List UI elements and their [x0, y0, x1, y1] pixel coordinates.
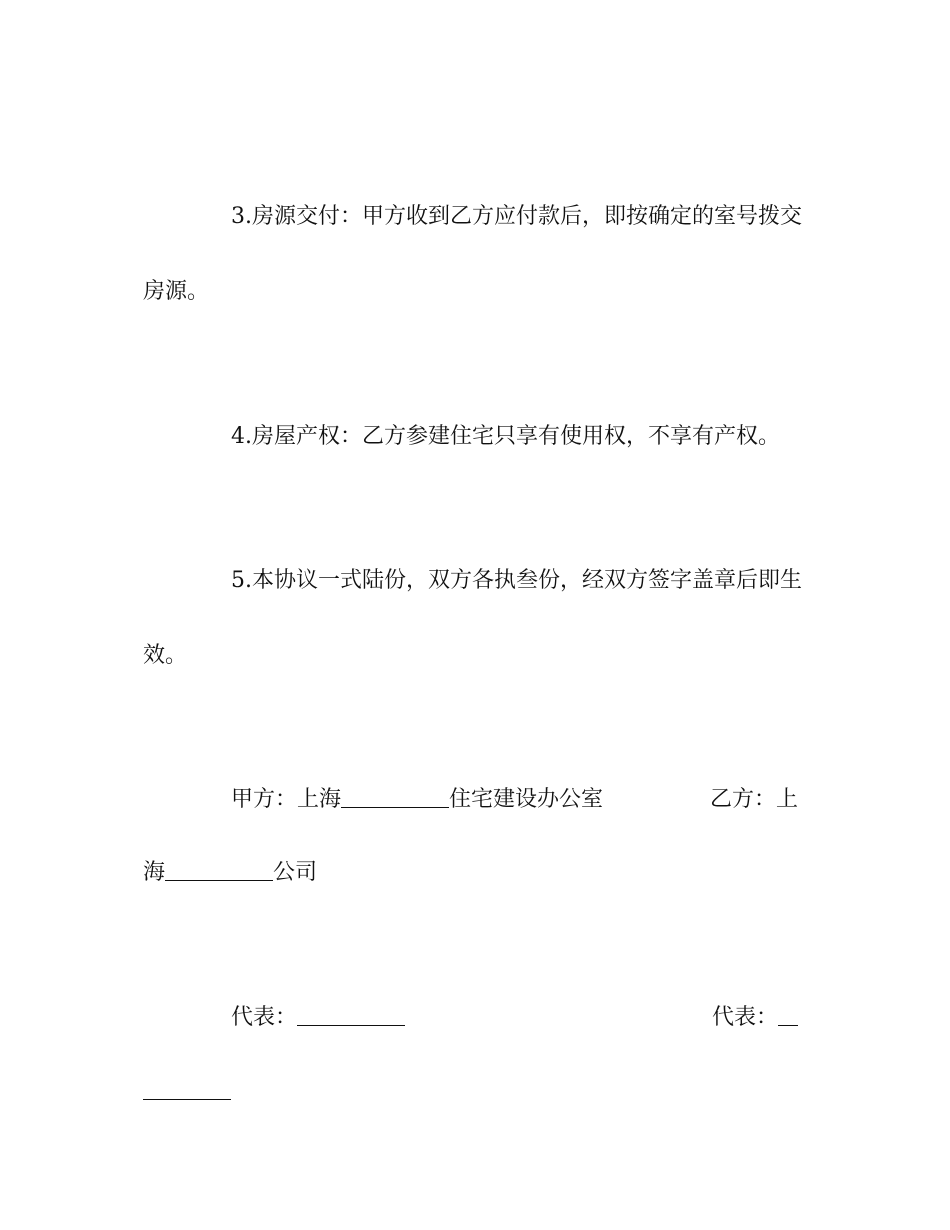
rep-b-line-2 — [143, 1077, 798, 1107]
clause-5-line-2 — [143, 641, 798, 671]
party-b-label: 乙方：上 — [709, 787, 798, 812]
party-a-name-blank — [341, 785, 449, 808]
representative-row — [143, 1003, 798, 1033]
party-a-suffix: 住宅建设办公室 — [449, 787, 604, 812]
clause-3-text-continued: 房源。 — [143, 279, 210, 304]
rep-a-blank — [297, 1003, 405, 1026]
rep-a — [231, 1003, 405, 1033]
clause-5-text: 5.本协议一式陆份，双方各执叁份，经双方签字盖章后即生 — [231, 568, 802, 593]
clause-5-line-1 — [143, 566, 802, 596]
party-signature-row — [143, 785, 798, 815]
clause-3-line-1 — [143, 202, 802, 232]
rep-b-blank — [778, 1003, 798, 1026]
clause-3-line-2 — [143, 277, 798, 307]
party-a-label: 甲方：上海 — [231, 787, 342, 812]
clause-5-text-continued: 效。 — [143, 643, 188, 668]
rep-b-label: 代表： — [711, 1005, 778, 1030]
rep-b-blank-continued — [143, 1077, 231, 1100]
clause-4-text: 4.房屋产权：乙方参建住宅只享有使用权，不享有产权。 — [231, 424, 780, 449]
rep-a-label: 代表： — [231, 1005, 298, 1030]
clause-3-text: 3.房源交付：甲方收到乙方应付款后，即按确定的室号拨交 — [231, 204, 802, 229]
party-b-suffix: 公司 — [273, 860, 318, 885]
party-b-name-blank — [165, 858, 273, 881]
party-a — [231, 785, 603, 815]
party-b-line-2 — [143, 858, 798, 888]
clause-4-line — [143, 422, 798, 452]
party-b-prefix: 海 — [143, 860, 166, 885]
rep-b — [712, 1003, 798, 1033]
